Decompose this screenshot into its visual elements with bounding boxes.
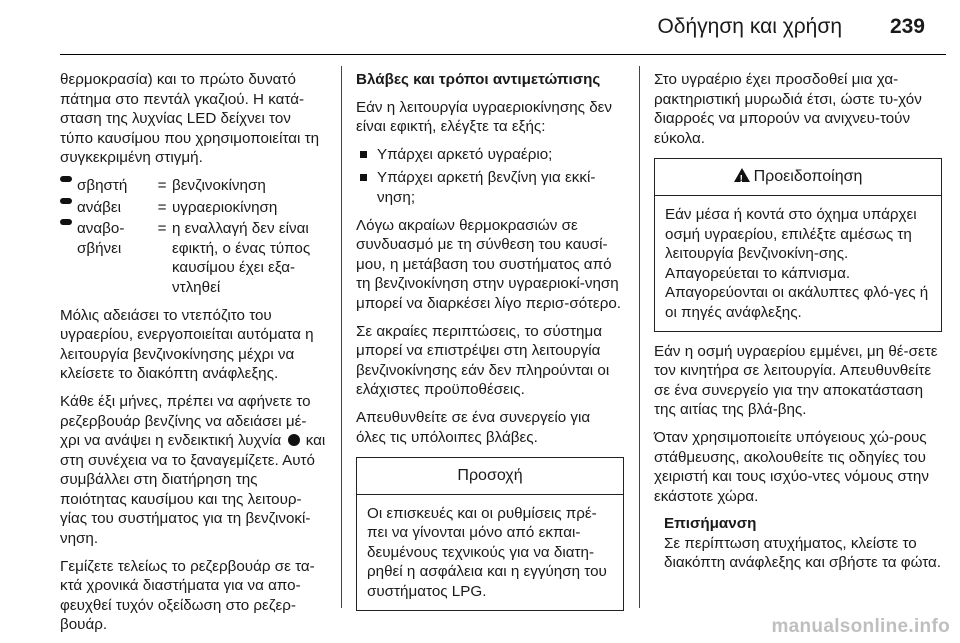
- note-block: [664, 514, 942, 573]
- checklist: [356, 145, 624, 208]
- caution-title: Προσοχή: [357, 458, 623, 495]
- indicator-equals: =: [157, 176, 167, 194]
- list-item: [356, 168, 624, 207]
- page-header: [0, 0, 960, 66]
- list-item-text: Υπάρχει αρκετή βενζίνη για εκκί-νηση;: [377, 169, 596, 206]
- column-1: [60, 70, 326, 643]
- bullet-square-icon: [360, 174, 367, 181]
- warning-header: [655, 159, 941, 196]
- paragraph: Στο υγραέριο έχει προσδοθεί μια χα-ρακτηριστική μυρωδιά έτσι, ώστε τυ-χόν διαρροές να μπορούν να ανιχνευ-τούν εύκολα.: [654, 71, 922, 147]
- indicator-row: [60, 198, 326, 218]
- indicator-table: [60, 176, 326, 298]
- caution-text: Οι επισκευές και οι ρυθμίσεις πρέ-πει να γίνονται μόνο από εκπαι-δευμένους τεχνικούς για να διατη-ρηθεί η ασφάλεια και η εγγύηση του συστήματος LPG.: [367, 504, 607, 601]
- column-2: [356, 70, 624, 621]
- note-heading: Επισήμανση: [664, 515, 757, 533]
- indicator-equals: =: [157, 220, 167, 238]
- paragraph: Εάν η οσμή υγραερίου εμμένει, μη θέ-σετε τον κινητήρα σε λειτουργία. Απευθυνθείτε σε ένα συνεργείο για την αποκατάσταση της αιτίας της βλά-βης.: [654, 342, 938, 419]
- paragraph: Απευθυνθείτε σε ένα συνεργείο για όλες τις υπόλοιπες βλάβες.: [356, 408, 591, 446]
- indicator-state: αναβο-σβήνει: [77, 220, 125, 257]
- warning-triangle-icon: [734, 168, 750, 182]
- warning-text: Εάν μέσα ή κοντά στο όχημα υπάρχει οσμή υγραερίου, επιλέξτε αμέσως τη λειτουργία βενζινοκίνη-σης. Απαγορεύεται το κάπνισμα. Απαγορεύονται οι ακάλυπτες φλό-γες ή οι πηγές ανάφλεξης.: [665, 205, 929, 321]
- paragraph: [60, 392, 326, 549]
- warning-box: [654, 158, 942, 331]
- header-rule: [60, 54, 946, 55]
- indicator-meaning: η εναλλαγή δεν είναι εφικτή, ο ένας τύπος καυσίμου έχει εξα-ντληθεί: [172, 220, 311, 296]
- paragraph: Όταν χρησιμοποιείτε υπόγειους χώ-ρους στάθμευσης, ακολουθείτε τις οδηγίες του χειριστή και τους ισχύο-ντες νόμους στην εκάστοτε χώρα.: [654, 428, 929, 505]
- note-text: Σε περίπτωση ατυχήματος, κλείστε το διακόπτη ανάφλεξης και σβήστε τα φώτα.: [664, 534, 942, 572]
- column-divider: [341, 66, 342, 608]
- list-item-text: Υπάρχει αρκετό υγραέριο;: [377, 145, 553, 163]
- paragraph: Λόγω ακραίων θερμοκρασιών σε συνδυασμό με τη σύνθεση του καυσί-μου, η μετάβαση του συστήματος από τη βενζινοκίνηση στην υγραεριοκί-νηση μπορεί να διαρκέσει λίγο περισ-σότερο.: [356, 216, 622, 312]
- paragraph: Μόλις αδειάσει το ντεπόζιτο του υγραερίου, ενεργοποιείται αυτόματα η λειτουργία βενζινοκίνησης μέχρι να κλείσετε το διακόπτη ανάφλεξης.: [60, 306, 314, 383]
- indicator-row: [60, 176, 326, 196]
- column-3: [654, 70, 942, 573]
- paragraph: Σε ακραίες περιπτώσεις, το σύστημα μπορεί να επιστρέψει στη λειτουργία βενζινοκίνησης εάν δεν πληρούνται οι ελάχιστες προϋποθέσεις.: [356, 322, 610, 399]
- indicator-meaning: υγραεριοκίνηση: [172, 198, 278, 216]
- led-off-icon: [60, 176, 72, 182]
- header-title: Οδήγηση και χρήση: [657, 15, 842, 38]
- warning-title: Προειδοποίηση: [753, 168, 863, 186]
- led-on-icon: [60, 198, 72, 204]
- paragraph: Εάν η λειτουργία υγραεριοκίνησης δεν είναι εφικτή, ελέγξτε τα εξής:: [356, 98, 613, 136]
- fuel-warning-icon: [288, 434, 300, 446]
- indicator-row: [60, 219, 326, 297]
- list-item: [356, 145, 624, 165]
- caution-box: [356, 457, 624, 611]
- paragraph: Γεμίζετε τελείως το ρεζερβουάρ σε τα-κτά χρονικά διαστήματα για να απο-φευχθεί τυχόν οξείδωση στο ρεζερ-βουάρ.: [60, 557, 315, 634]
- section-heading: Βλάβες και τρόποι αντιμετώπισης: [356, 71, 601, 88]
- indicator-state: σβηστή: [77, 176, 128, 194]
- page-number: 239: [889, 15, 925, 38]
- watermark: manualsonline.info: [771, 616, 950, 637]
- column-divider: [639, 66, 640, 608]
- paragraph-part: και στη συνέχεια να το ξαναγεμίζετε. Αυτό συμβάλλει στη διατήρηση της ποιότητας καυσίμου και της λειτουρ-γίας του συστήματος για τη βενζινοκί-νηση.: [60, 432, 326, 548]
- indicator-equals: =: [157, 198, 167, 216]
- bullet-square-icon: [360, 151, 367, 158]
- indicator-state: ανάβει: [77, 198, 122, 216]
- led-blink-icon: [60, 219, 72, 225]
- paragraph: θερμοκρασία) και το πρώτο δυνατό πάτημα στο πεντάλ γκαζιού. Η κατά-σταση της λυχνίας LED δείχνει τον τύπο καυσίμου που χρησιμοποιείται τη συγκεκριμένη στιγμή.: [60, 71, 320, 167]
- indicator-meaning: βενζινοκίνηση: [172, 176, 266, 194]
- paragraph-part: Κάθε έξι μήνες, πρέπει να αφήνετε το ρεζερβουάρ βενζίνης να αδειάσει μέ-χρι να ανάψει η ενδεικτική λυχνία: [60, 392, 311, 450]
